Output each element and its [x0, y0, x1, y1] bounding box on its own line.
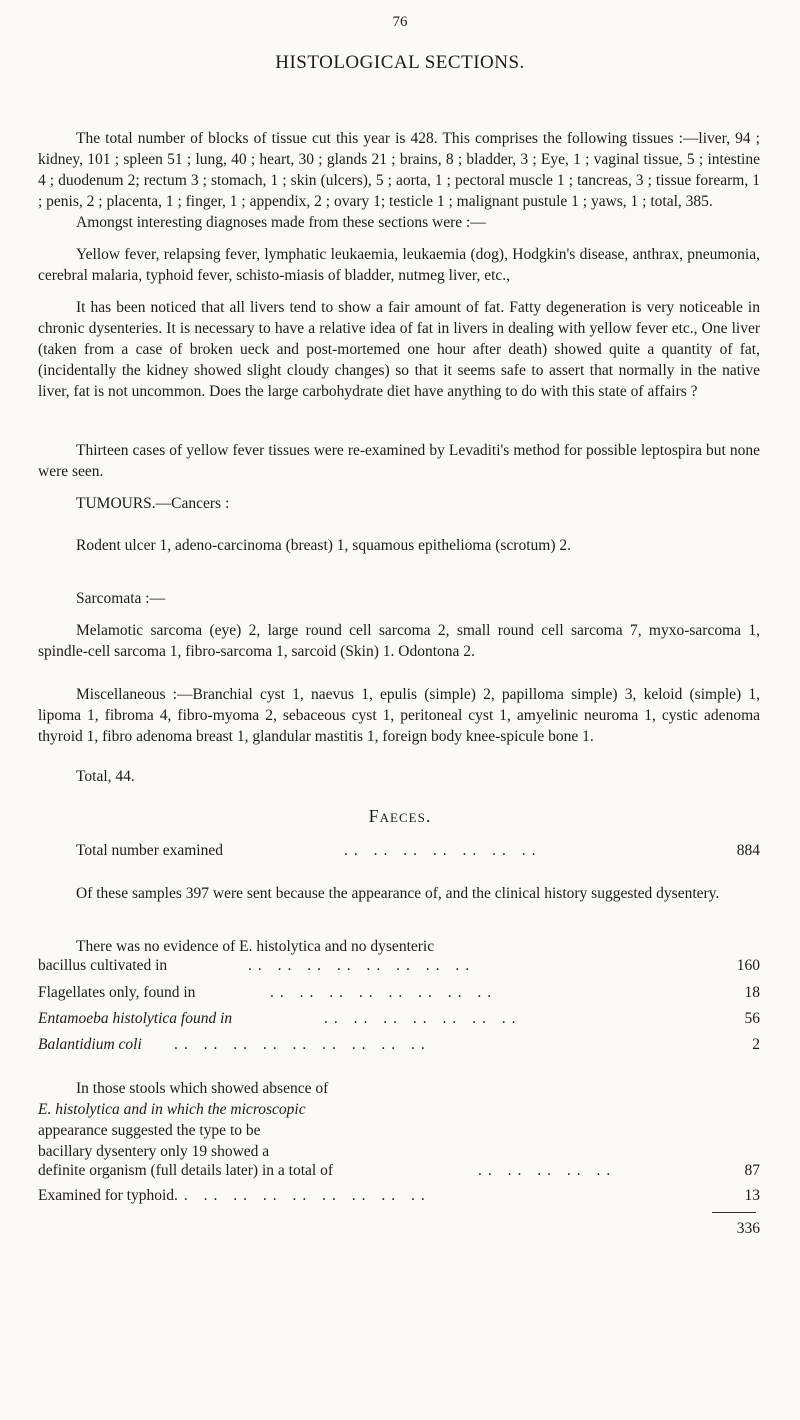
leader-dots: .. .. .. .. .. .. .. .. ..: [174, 1187, 431, 1204]
grand-total: 336: [736, 1220, 760, 1237]
paragraph-yellow-fever: [38, 440, 760, 482]
tissues-text: The total number of blocks of tissue cut this year is 428. This comprises the following tissues :—liver, 94 ; kidney, 101 ; spleen 51 ; lung, 40 ; heart, 30 ; glands 21 ; brains, 8 ; bladder, 3 ; Eye, 1 ; vaginal tissue, 5 ; intestine 4 ; duodenum 2; rectum 3 ; stomach, 1 ; skin (ulcers), 5 ; aorta, 1 ; pectoral muscle 1 ; tancreas, 3 ; tissue forearm, 1 ; penis, 2 ; placenta, 1 ; finger, 1 ; appendix, 2 ; ovary 1; testicle 1 ; malignant pustule 1 ; yaws, 1 ; total, 385.: [38, 130, 760, 210]
paragraph-fat-livers: [38, 297, 760, 402]
paragraph-cancers: [38, 535, 760, 556]
leader-dots: .. .. .. .. .. .. .. ..: [248, 957, 476, 974]
no-evidence-label-line1: There was no evidence of E. histolytica and no dysenteric: [76, 938, 435, 955]
flagellates-label: Flagellates only, found in: [38, 984, 196, 1001]
miscellaneous-text: Miscellaneous :—Branchial cyst 1, naevus 1, epulis (simple) 2, papilloma simple) 3, keloid (simple) 1, lipoma 1, fibroma 4, fibro-myoma 2, sebaceous cyst 1, peritoneal cyst 1, amyelinic neuroma 1, cystic adenoma thyroid 1, fibro adenoma breast 1, glandular mastitis 1, foreign body knee-spicule bone 1.: [38, 686, 760, 745]
paragraph-tissues: [38, 128, 760, 212]
leader-dots: .. .. .. .. .. .. ..: [344, 842, 542, 859]
stools-value: 87: [744, 1162, 760, 1179]
no-evidence-value: 160: [736, 957, 760, 974]
paragraph-faeces: [38, 883, 760, 904]
entamoeba-row: [38, 1010, 760, 1032]
fat-livers-text: It has been noticed that all livers tend to show a fair amount of fat. Fatty degeneration is very noticeable in chronic dysenteries. It is necessary to have a relative idea of fat in livers in dealing with yellow fever etc., One liver (taken from a case of broken ueck and post-mortemed one hour after death) showed quite a quantity of fat, (incidentally the kidney showed slight cloudy changes) so that it seems safe to assert that normally in the native liver, fat is not uncommon. Does the large carbohydrate diet have anything to do with this state of affairs ?: [38, 299, 760, 400]
stools-line-3: appearance suggested the type to be: [38, 1122, 261, 1139]
stools-line-4: bacillary dysentery only 19 showed a: [38, 1143, 270, 1160]
typhoid-value: 13: [744, 1187, 760, 1204]
flagellates-row: [38, 984, 760, 1006]
faeces-total-label: Total number examined: [76, 842, 223, 859]
typhoid-row: [38, 1187, 760, 1209]
yellow-fever-text: Thirteen cases of yellow fever tissues were re-examined by Levaditi's method for possible leptospira but none were seen.: [38, 442, 760, 480]
leader-dots: .. .. .. .. .. .. .. ..: [270, 984, 498, 1001]
paragraph-sarcomata: [38, 620, 760, 662]
stools-line-1: In those stools which showed absence of: [76, 1080, 329, 1097]
sarcomata-text: Melamotic sarcoma (eye) 2, large round cell sarcoma 2, small round cell sarcoma 7, myxo-sarcoma 1, spindle-cell sarcoma 1, fibro-sarcoma 1, sarcoid (Skin) 1. Odontona 2.: [38, 622, 760, 660]
page-number: 76: [392, 14, 408, 30]
faeces-text: Of these samples 397 were sent because the appearance of, and the clinical history suggested dysentery.: [76, 885, 720, 902]
sarcomata-heading: Sarcomata :—: [76, 590, 166, 607]
typhoid-label: Examined for typhoid: [38, 1187, 175, 1204]
tumours-total: Total, 44.: [76, 768, 135, 785]
diagnoses-list-text: Yellow fever, relapsing fever, lymphatic leukaemia, leukaemia (dog), Hodgkin's disease, anthrax, pneumonia, cerebral malaria, typhoid fever, schisto-miasis of bladder, nutmeg liver, etc.,: [38, 246, 760, 284]
stools-line-2: E. histolytica and in which the microscopic: [38, 1101, 306, 1118]
page-title: HISTOLOGICAL SECTIONS.: [275, 52, 525, 73]
faeces-heading: Faeces.: [368, 806, 432, 826]
leader-dots: .. .. .. .. ..: [478, 1162, 617, 1179]
tumours-heading: TUMOURS.—Cancers :: [76, 495, 230, 512]
leader-dots: .. .. .. .. .. .. .. .. ..: [174, 1036, 431, 1053]
paragraph-miscellaneous: [38, 684, 760, 747]
paragraph-diagnoses-list: [38, 244, 760, 286]
entamoeba-value: 56: [744, 1010, 760, 1027]
balantidium-label: Balantidium coli: [38, 1036, 142, 1053]
faeces-total-row: [76, 842, 760, 864]
no-evidence-label: bacillus cultivated in: [38, 957, 168, 974]
paragraph-diagnoses-intro: [38, 212, 760, 233]
cancers-text: Rodent ulcer 1, adeno-carcinoma (breast) 1, squamous epithelioma (scrotum) 2.: [76, 537, 571, 554]
stools-line-5: definite organism (full details later) in a total of: [38, 1162, 333, 1179]
stools-total-row: [38, 1162, 760, 1184]
no-evidence-row: [38, 957, 760, 979]
diagnoses-intro-text: Amongst interesting diagnoses made from these sections were :—: [76, 214, 486, 231]
entamoeba-label: Entamoeba histolytica found in: [38, 1010, 233, 1027]
flagellates-value: 18: [744, 984, 760, 1001]
total-rule: [712, 1212, 756, 1213]
leader-dots: .. .. .. .. .. .. ..: [324, 1010, 522, 1027]
balantidium-value: 2: [752, 1036, 760, 1053]
faeces-total-value: 884: [736, 842, 760, 859]
balantidium-row: [38, 1036, 760, 1058]
